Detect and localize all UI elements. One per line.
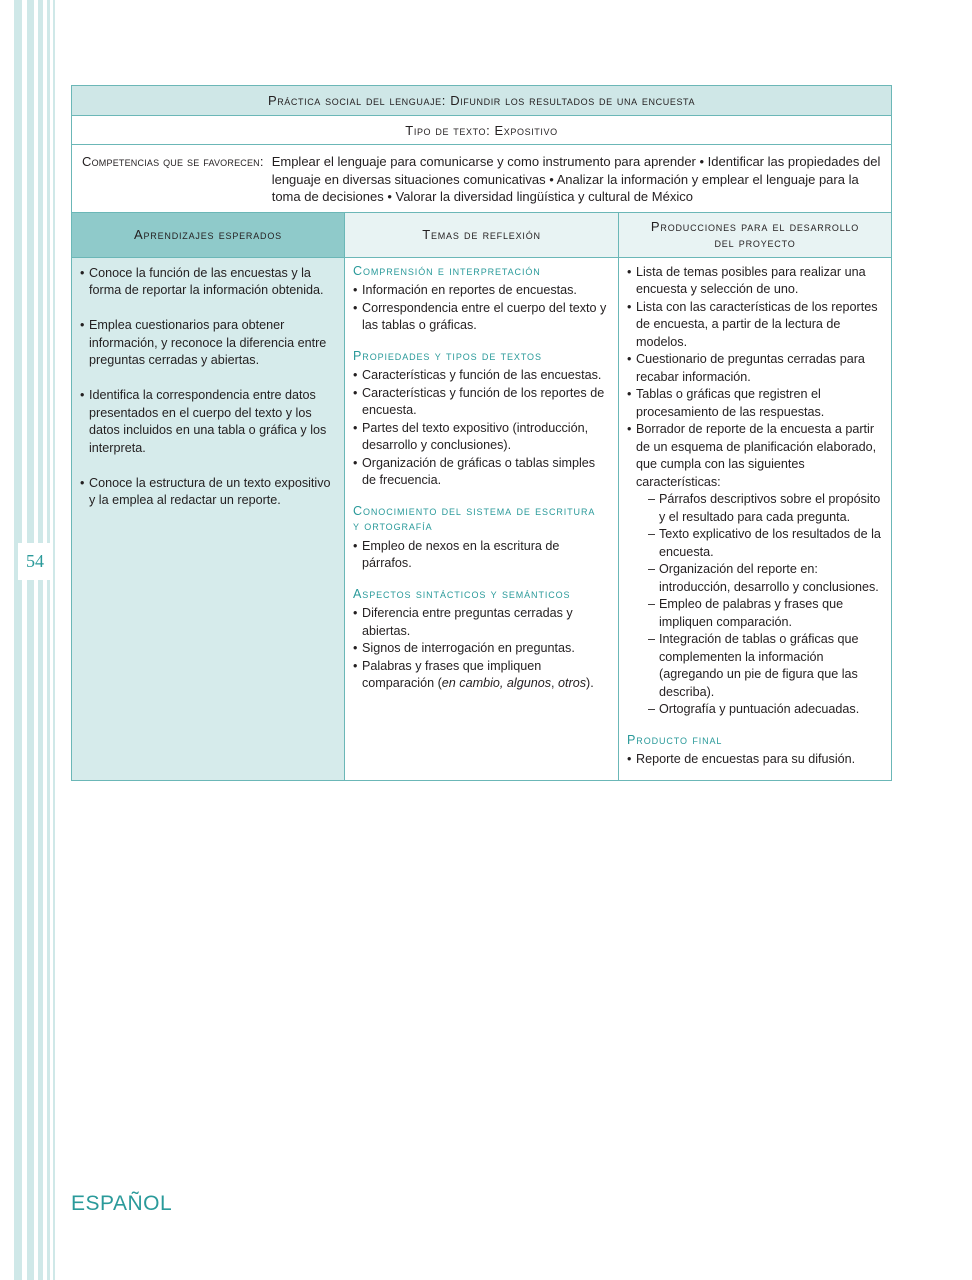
- topic-section: [353, 587, 610, 693]
- list-item: • Conoce la función de las encuestas y la forma de reportar la información obtenida.: [80, 265, 336, 300]
- topics-column: [345, 257, 619, 780]
- table-title: Práctica social del lenguaje: Difundir los resultados de una encuesta: [72, 86, 892, 116]
- item-emphasis: en cambio, algunos: [441, 676, 552, 690]
- list-item: • Características y función de las encuestas.: [353, 367, 610, 385]
- list-item: • Lista con las características de los reportes de encuesta, a partir de la lectura de modelos.: [627, 299, 883, 352]
- list-item: • Cuestionario de preguntas cerradas para recabar información.: [627, 351, 883, 386]
- list-item: • Reporte de encuestas para su difusión.: [627, 751, 883, 769]
- text-type: Tipo de texto: Expositivo: [72, 116, 892, 145]
- section-heading: Propiedades y tipos de textos: [353, 348, 542, 363]
- list-item: • Signos de interrogación en preguntas.: [353, 640, 610, 658]
- header-learnings: Aprendizajes esperados: [72, 212, 345, 257]
- list-item: • Lista de temas posibles para realizar una encuesta y selección de uno.: [627, 264, 883, 299]
- header-productions-text: Producciones para el desarrollo del proyecto: [650, 218, 860, 250]
- program-table: [71, 85, 892, 781]
- draft-item-text: Borrador de reporte de la encuesta a partir de un esquema de planificación elaborado, que cumpla con las siguientes características:: [636, 422, 877, 489]
- section-heading: Comprensión e interpretación: [353, 263, 541, 278]
- sublist-item: – Integración de tablas o gráficas que complementen la información (agregando un pie de figura que las describa).: [648, 631, 883, 701]
- item-emphasis: otros: [558, 676, 587, 690]
- list-item: • Conoce la estructura de un texto expositivo y la emplea al redactar un reporte.: [80, 475, 336, 510]
- item-text: ,: [551, 676, 559, 690]
- sublist-item: – Texto explicativo de los resultados de la encuesta.: [648, 526, 883, 561]
- sublist-item: – Organización del reporte en: introducción, desarrollo y conclusiones.: [648, 561, 883, 596]
- margin-stripe: [38, 0, 43, 1280]
- margin-stripe: [14, 0, 22, 1280]
- margin-stripe: [53, 0, 55, 1280]
- list-item: • Empleo de nexos en la escritura de párrafos.: [353, 538, 610, 573]
- productions-list: [627, 264, 883, 719]
- list-item: [627, 421, 883, 719]
- header-productions: [619, 212, 892, 257]
- list-item: • Organización de gráficas o tablas simples de frecuencia.: [353, 455, 610, 490]
- margin-stripe: [27, 0, 34, 1280]
- list-item: • Características y función de los reportes de encuesta.: [353, 385, 610, 420]
- draft-sublist: [636, 491, 883, 719]
- competencies-cell: [72, 145, 892, 213]
- list-item: • Diferencia entre preguntas cerradas y abiertas.: [353, 605, 610, 640]
- competencies-label: Competencias que se favorecen:: [82, 154, 264, 169]
- list-item: • Información en reportes de encuestas.: [353, 282, 610, 300]
- sublist-item: – Empleo de palabras y frases que impliquen comparación.: [648, 596, 883, 631]
- list-item: [353, 658, 610, 693]
- section-heading: Conocimiento del sistema de escritura y ortografía: [353, 503, 596, 533]
- page-number: 54: [18, 543, 52, 580]
- topic-section: [353, 349, 610, 490]
- margin-stripe: [47, 0, 50, 1280]
- list-item: • Identifica la correspondencia entre datos presentados en el cuerpo del texto y los datos incluidos en una tabla o gráfica y los interpreta.: [80, 387, 336, 457]
- topic-section: [353, 264, 610, 335]
- competencies-text: Emplear el lenguaje para comunicarse y como instrumento para aprender • Identificar las propiedades del lenguaje en diversas situaciones comunicativas • Analizar la información y emplear el lenguaje para la toma de decisiones • Valorar la diversidad lingüística y cultural de México: [271, 154, 881, 204]
- list-item: • Correspondencia entre el cuerpo del texto y las tablas o gráficas.: [353, 300, 610, 335]
- header-topics: Temas de reflexión: [345, 212, 619, 257]
- final-product-section: [627, 733, 883, 769]
- item-text: ).: [586, 676, 594, 690]
- list-item: • Partes del texto expositivo (introducción, desarrollo y conclusiones).: [353, 420, 610, 455]
- learnings-list: [80, 265, 336, 510]
- footer-subject-title: ESPAÑOL: [71, 1192, 173, 1215]
- list-item: • Emplea cuestionarios para obtener información, y reconoce la diferencia entre preguntas cerradas y abiertas.: [80, 317, 336, 370]
- topic-section: [353, 504, 610, 573]
- item-text: Palabras y frases que impliquen comparación (: [362, 658, 542, 690]
- learnings-column: [72, 257, 345, 780]
- sublist-item: – Párrafos descriptivos sobre el propósito y el resultado para cada pregunta.: [648, 491, 883, 526]
- list-item: • Tablas o gráficas que registren el procesamiento de las respuestas.: [627, 386, 883, 421]
- section-heading: Producto final: [627, 732, 723, 747]
- sublist-item: – Ortografía y puntuación adecuadas.: [648, 701, 883, 719]
- section-heading: Aspectos sintácticos y semánticos: [353, 586, 571, 601]
- productions-column: [619, 257, 892, 780]
